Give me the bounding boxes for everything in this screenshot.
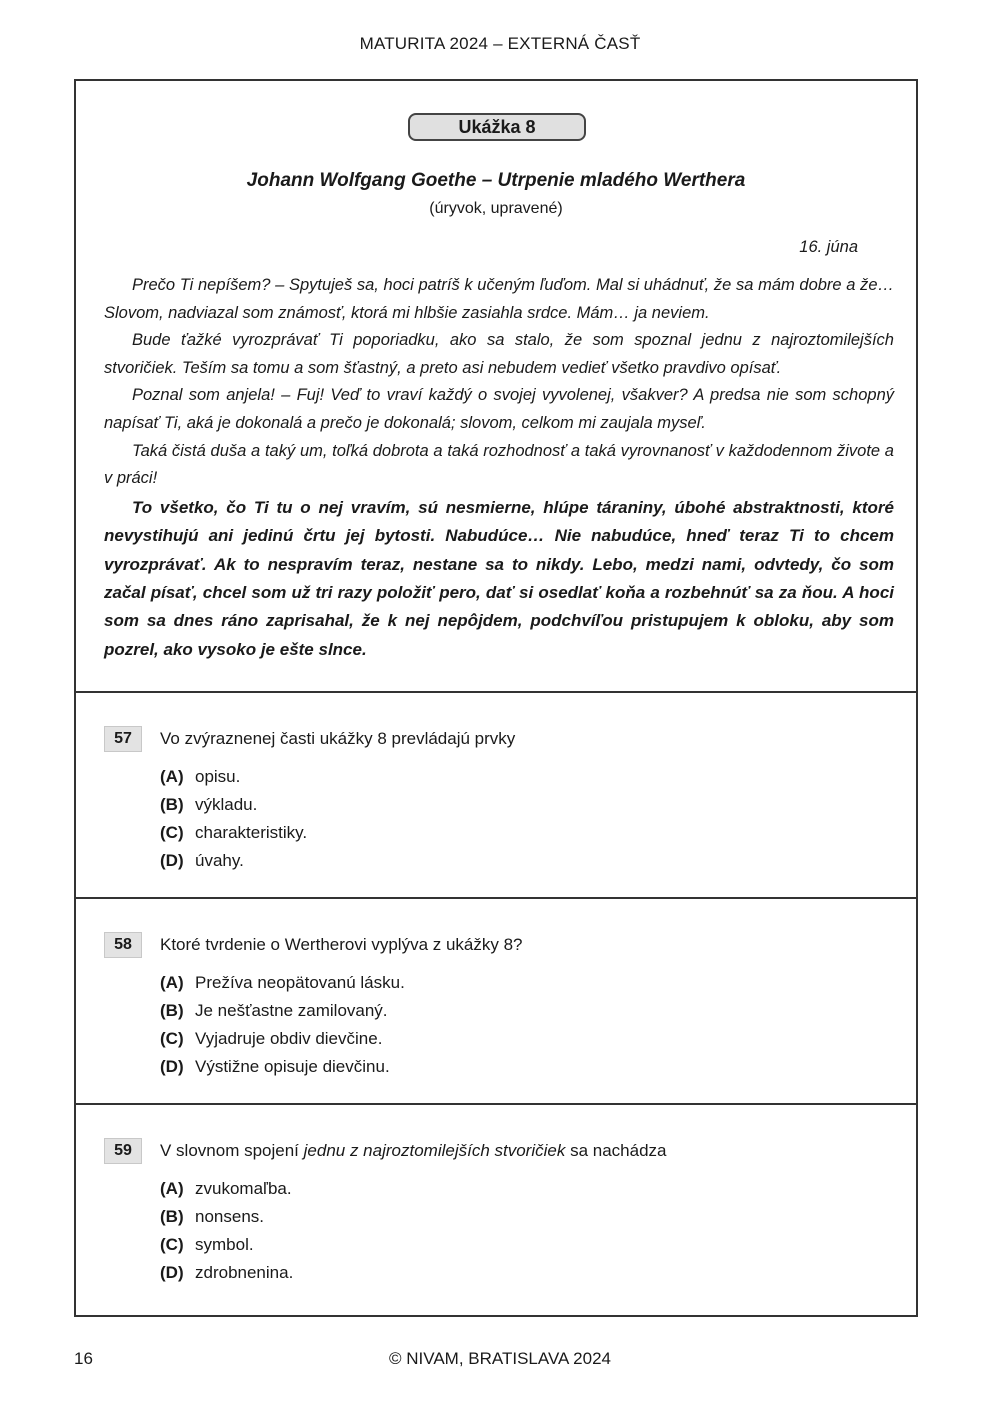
- option-text: charakteristiky.: [195, 823, 308, 842]
- page-header: MATURITA 2024 – EXTERNÁ ČASŤ: [359, 34, 641, 53]
- question-text-start: V slovnom spojení: [160, 1141, 304, 1160]
- option-text: Prežíva neopätovanú lásku.: [195, 973, 405, 992]
- option-letter: (B): [160, 1207, 184, 1226]
- copyright-footer: © NIVAM, BRATISLAVA 2024: [389, 1349, 611, 1368]
- option-text: zdrobnenina.: [195, 1263, 294, 1282]
- question-text-phrase: jednu z najroztomilejších stvoričiek: [303, 1141, 566, 1160]
- answer-options: [160, 1175, 293, 1287]
- excerpt-paragraph: Bude ťažké vyrozprávať Ti poporiadku, ako sa stalo, že som spoznal jednu z najroztomilejších stvoričiek. Teším sa tomu a som šťastný, a preto asi nebudem vedieť všetko pravdivo opísať.: [104, 331, 894, 377]
- question-number: 58: [104, 932, 142, 958]
- option-letter: (B): [160, 1001, 184, 1020]
- work-title: Johann Wolfgang Goethe – Utrpenie mladého Werthera: [246, 170, 746, 191]
- option-text: symbol.: [195, 1235, 254, 1254]
- option-letter: (D): [160, 851, 184, 870]
- excerpt-section: [76, 81, 916, 693]
- question-58: [76, 899, 916, 1105]
- question-text-end: sa nachádza: [565, 1141, 667, 1160]
- option-text: Výstižne opisuje dievčinu.: [195, 1057, 390, 1076]
- question-57: [76, 693, 916, 899]
- answer-option[interactable]: [160, 1231, 293, 1259]
- option-letter: (D): [160, 1057, 184, 1076]
- page-number: 16: [74, 1349, 93, 1368]
- answer-option[interactable]: [160, 791, 307, 819]
- answer-option[interactable]: [160, 1259, 293, 1287]
- excerpt-text: [104, 272, 894, 664]
- answer-option[interactable]: [160, 1025, 405, 1053]
- answer-option[interactable]: [160, 997, 405, 1025]
- excerpt-paragraph: Poznal som anjela! – Fuj! Veď to vraví každý o svojej vyvolenej, všakver? A predsa nie som schopný napísať Ti, aká je dokonalá a prečo je dokonalá; slovom, celkom mi zaujala myseľ.: [104, 386, 894, 432]
- letter-date: 16. júna: [799, 238, 858, 256]
- option-text: úvahy.: [195, 851, 244, 870]
- option-text: nonsens.: [195, 1207, 264, 1226]
- exam-frame: [74, 79, 918, 1317]
- answer-option[interactable]: [160, 1175, 293, 1203]
- option-letter: (A): [160, 1179, 184, 1198]
- question-text: Vo zvýraznenej časti ukážky 8 prevládajú prvky: [160, 729, 516, 748]
- excerpt-paragraph: Prečo Ti nepíšem? – Spytuješ sa, hoci patríš k učeným ľuďom. Mal si uhádnuť, že sa mám dobre a že… Slovom, nadviazal som známosť, ktorá mi hlbšie zasiahla srdce. Mám… ja neviem.: [104, 276, 894, 322]
- excerpt-highlighted-paragraph: To všetko, čo Ti tu o nej vravím, sú nesmierne, hlúpe táraniny, úbohé abstraktnosti, ktoré nevystihujú ani jedinú črtu jej bytosti. Nabudúce… Nie nabudúce, hneď teraz Ti to chcem vyrozprávať. Ak to nespravím teraz, nestane sa to nikdy. Lebo, medzi nami, odvtedy, čo som začal písať, chcel som už tri razy položiť pero, dať si osedlať koňa a rozbehnúť sa za ňou. A hoci som sa dnes ráno zaprisahal, že k nej nepôjdem, podchvíľou pristupujem k obloku, aby som pozrel, ako vysoko je ešte slnce.: [104, 497, 894, 659]
- option-text: výkladu.: [195, 795, 258, 814]
- question-text: Ktoré tvrdenie o Wertherovi vyplýva z ukážky 8?: [160, 935, 523, 954]
- excerpt-label: Ukážka 8: [408, 113, 586, 141]
- question-text: [160, 1140, 667, 1162]
- work-subtitle: (úryvok, upravené): [429, 200, 563, 217]
- answer-option[interactable]: [160, 763, 307, 791]
- question-number: 59: [104, 1138, 142, 1164]
- option-text: opisu.: [195, 767, 241, 786]
- answer-option[interactable]: [160, 847, 307, 875]
- option-letter: (C): [160, 1235, 184, 1254]
- option-text: zvukomaľba.: [195, 1179, 292, 1198]
- option-letter: (A): [160, 973, 184, 992]
- answer-option[interactable]: [160, 969, 405, 997]
- option-letter: (A): [160, 767, 184, 786]
- question-59: [76, 1105, 916, 1317]
- option-letter: (C): [160, 823, 184, 842]
- answer-option[interactable]: [160, 1053, 405, 1081]
- answer-option[interactable]: [160, 819, 307, 847]
- option-letter: (B): [160, 795, 184, 814]
- question-number: 57: [104, 726, 142, 752]
- option-letter: (D): [160, 1263, 184, 1282]
- option-text: Je nešťastne zamilovaný.: [195, 1001, 388, 1020]
- option-text: Vyjadruje obdiv dievčine.: [195, 1029, 383, 1048]
- answer-option[interactable]: [160, 1203, 293, 1231]
- answer-options: [160, 969, 405, 1081]
- excerpt-paragraph: Taká čistá duša a taký um, toľká dobrota a taká rozhodnosť a taká vyrovnanosť v každodennom živote a v práci!: [104, 441, 894, 488]
- option-letter: (C): [160, 1029, 184, 1048]
- answer-options: [160, 763, 307, 875]
